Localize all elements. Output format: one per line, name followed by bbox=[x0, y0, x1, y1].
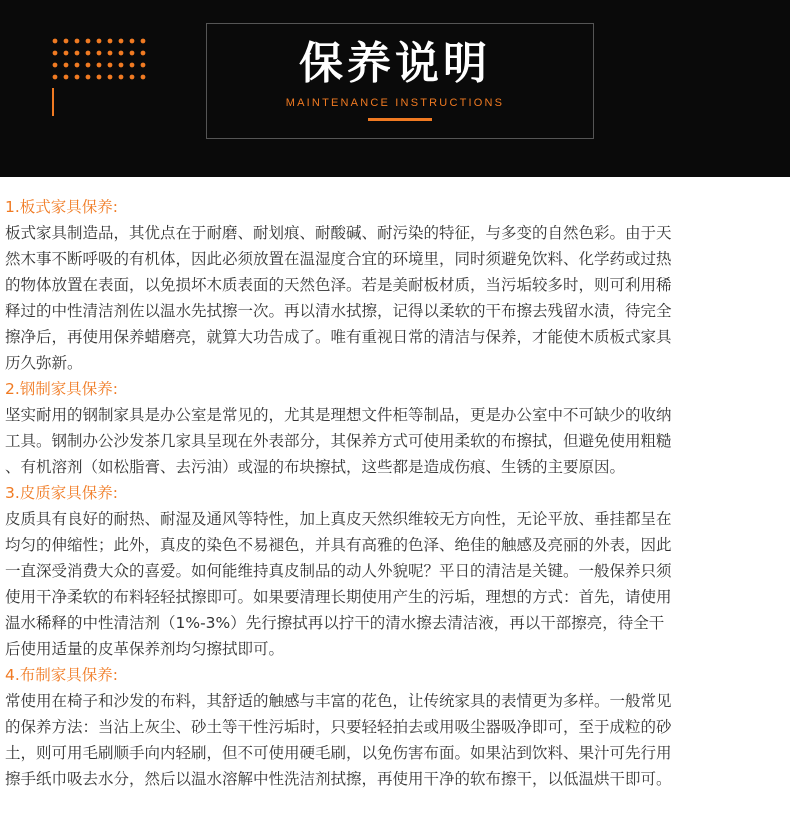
section-text-line: 使用干净柔软的布料轻轻拭擦即可。如果要清理长期使用产生的污垢，理想的方式：首先，请使用 bbox=[5, 588, 672, 606]
section-panel-fabric bbox=[5, 662, 787, 792]
section-text-line: 历久弥新。 bbox=[5, 354, 83, 372]
section-heading-leather: 3.皮质家具保养: bbox=[5, 484, 119, 502]
section-text-line: 、有机溶剂（如松脂膏、去污油）或湿的布块擦拭，这些都是造成伤痕、生锈的主要原因。 bbox=[5, 458, 626, 476]
section-text-line: 的物体放置在表面，以免损坏木质表面的天然色泽。若是美耐板材质，当污垢较多时，则可利用稀 bbox=[5, 276, 672, 294]
section-text-line: 然木事不断呼吸的有机体，因此必须放置在温湿度合宜的环境里，同时须避免饮料、化学药或过热 bbox=[5, 250, 672, 268]
section-text-line: 的保养方法：当沾上灰尘、砂土等干性污垢时，只要轻轻拍去或用吸尘器吸净即可，至于成粒的砂 bbox=[5, 718, 672, 736]
section-text-line: 工具。钢制办公沙发茶几家具呈现在外表部分，其保养方式可使用柔软的布擦拭，但避免使用粗糙 bbox=[5, 432, 672, 450]
section-text-line: 板式家具制造品，其优点在于耐磨、耐划痕、耐酸碱、耐污染的特征，与多变的自然色彩。由于天 bbox=[5, 224, 672, 242]
title-underline bbox=[368, 118, 432, 121]
maintenance-content bbox=[5, 194, 787, 792]
section-text-line: 温水稀释的中性清洁剂（1%-3%）先行擦拭再以拧干的清水擦去清洁液，再以干部擦亮，待全干 bbox=[5, 614, 665, 632]
section-text-line: 皮质具有良好的耐热、耐湿及通风等特性，加上真皮天然织维较无方向性，无论平放、垂挂都呈在 bbox=[5, 510, 672, 528]
section-text-line: 释过的中性清洁剂佐以温水先拭擦一次。再以清水拭擦，记得以柔软的干布擦去残留水渍，待完全 bbox=[5, 302, 672, 320]
section-text-line: 土，则可用毛刷顺手向内轻刷，但不可使用硬毛刷，以免伤害布面。如果沾到饮料、果汁可先行用 bbox=[5, 744, 672, 762]
section-panel-steel bbox=[5, 376, 787, 480]
section-heading-fabric: 4.布制家具保养: bbox=[5, 666, 119, 684]
section-text-line: 常使用在椅子和沙发的布料，其舒适的触感与丰富的花色，让传统家具的表情更为多样。一般常见 bbox=[5, 692, 672, 710]
section-heading-board: 1.板式家具保养: bbox=[5, 198, 119, 216]
section-text-line: 后使用适量的皮革保养剂均匀擦拭即可。 bbox=[5, 640, 285, 658]
section-panel-board bbox=[5, 194, 787, 376]
section-panel-leather bbox=[5, 480, 787, 662]
header-banner bbox=[0, 0, 790, 177]
section-heading-steel: 2.钢制家具保养: bbox=[5, 380, 119, 398]
section-text-line: 坚实耐用的钢制家具是办公室是常见的，尤其是理想文件柜等制品，更是办公室中不可缺少的收纳 bbox=[5, 406, 672, 424]
section-text-line: 擦手纸巾吸去水分，然后以温水溶解中性洗洁剂拭擦，再使用干净的软布擦干，以低温烘干即可。 bbox=[5, 770, 672, 788]
section-text-line: 一直深受消费大众的喜爱。如何能维持真皮制品的动人外貌呢？平日的清洁是关键。一般保养只须 bbox=[5, 562, 672, 580]
section-text-line: 擦净后，再使用保养蜡磨亮，就算大功告成了。唯有重视日常的清洁与保养，才能使木质板式家具 bbox=[5, 328, 672, 346]
page-title: 保养说明 bbox=[299, 38, 491, 89]
section-text-line: 均匀的伸缩性；此外，真皮的染色不易褪色，并具有高雅的色泽、绝佳的触感及亮丽的外表，因此 bbox=[5, 536, 672, 554]
page-subtitle: MAINTENANCE INSTRUCTIONS bbox=[285, 97, 505, 109]
